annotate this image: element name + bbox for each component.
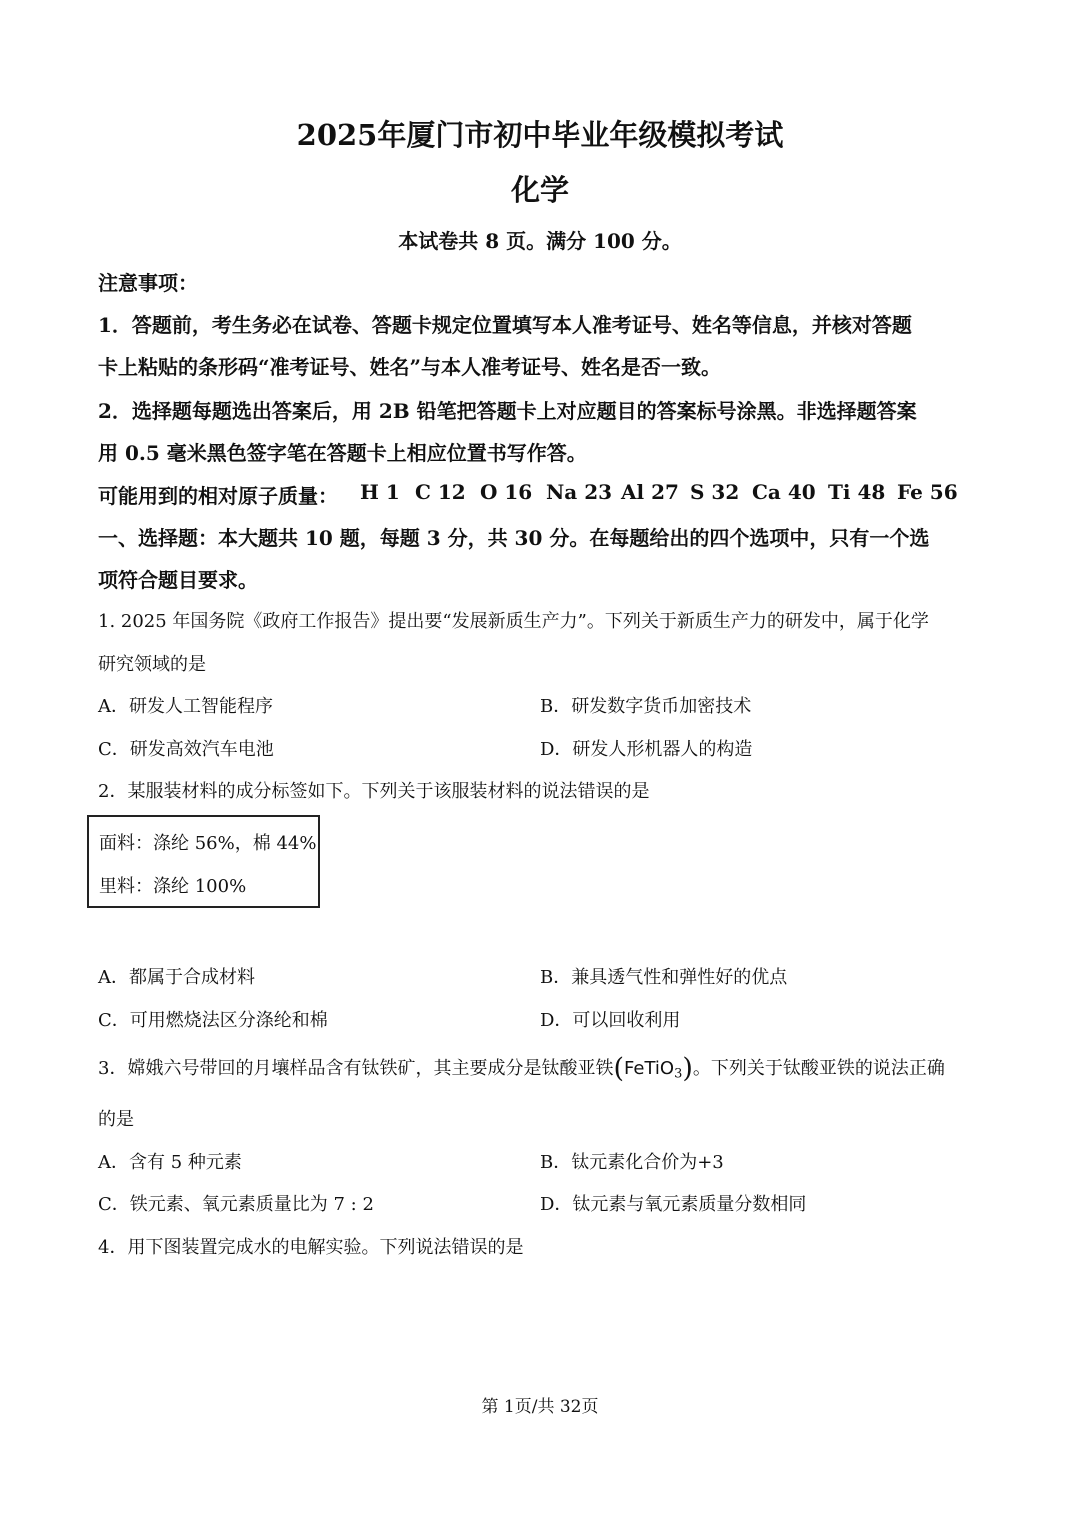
notice-item-2-line-2: 用 0.5 毫米黑色签字笔在答题卡上相应位置书写作答。 [98, 441, 587, 465]
q4-stem: 4．用下图装置完成水的电解实验。下列说法错误的是 [98, 1237, 524, 1258]
q3-stem-after: 。下列关于钛酸亚铁的说法正确 [692, 1057, 945, 1079]
atomic-mass-al: Al 27 [621, 480, 679, 504]
q1-option-d: D．研发人形机器人的构造 [540, 739, 753, 760]
atomic-mass-ca: Ca 40 [752, 480, 816, 504]
fabric-composition: 面料：涤纶 56%，棉 44% [99, 833, 317, 854]
section-1-heading-line-2: 项符合题目要求。 [98, 568, 258, 592]
exam-info: 本试卷共 8 页。满分 100 分。 [398, 229, 682, 253]
exam-title: 2025年厦门市初中毕业年级模拟考试 [296, 118, 784, 152]
q3-option-c: C．铁元素、氧元素质量比为 7 : 2 [98, 1194, 374, 1215]
atomic-mass-ti: Ti 48 [828, 480, 886, 504]
q1-stem-line-1: 1. 2025 年国务院《政府工作报告》提出要“发展新质生产力”。下列关于新质生产力的研发中，属于化学 [98, 611, 929, 632]
q3-stem-line-2: 的是 [98, 1109, 134, 1130]
q2-option-b: B．兼具透气性和弹性好的优点 [540, 967, 788, 988]
page-number: 第 1页/共 32页 [481, 1397, 599, 1417]
q3-stem-line-1 [98, 1053, 945, 1084]
lining-composition: 里料：涤纶 100% [99, 876, 247, 897]
formula-open-paren: ( [613, 1053, 624, 1084]
q1-stem-line-2: 研究领域的是 [98, 654, 206, 675]
formula-main: FeTiO [624, 1057, 675, 1079]
atomic-mass-s: S 32 [690, 480, 740, 504]
atomic-mass-fe: Fe 56 [897, 480, 958, 504]
q1-option-c: C．研发高效汽车电池 [98, 739, 274, 760]
atomic-mass-h: H 1 [360, 480, 400, 504]
q2-option-a: A．都属于合成材料 [98, 967, 255, 988]
q2-option-d: D．可以回收利用 [540, 1010, 681, 1031]
formula-subscript: 3 [674, 1066, 683, 1082]
q1-option-b: B．研发数字货币加密技术 [540, 696, 752, 717]
atomic-mass-o: O 16 [480, 480, 533, 504]
q3-option-d: D．钛元素与氧元素质量分数相同 [540, 1194, 807, 1215]
subject-title: 化学 [510, 173, 569, 207]
composition-label-box [87, 815, 320, 908]
section-1-heading-line-1: 一、选择题：本大题共 10 题，每题 3 分，共 30 分。在每题给出的四个选项中，只有一个选 [98, 526, 930, 550]
atomic-mass-c: C 12 [415, 480, 466, 504]
q3-stem-before: 3．嫦娥六号带回的月壤样品含有钛铁矿，其主要成分是钛酸亚铁 [98, 1057, 614, 1079]
q2-stem: 2．某服装材料的成分标签如下。下列关于该服装材料的说法错误的是 [98, 781, 650, 802]
q3-option-a: A．含有 5 种元素 [98, 1152, 242, 1173]
atomic-masses-label: 可能用到的相对原子质量： [98, 484, 338, 508]
q3-option-b: B．钛元素化合价为+3 [540, 1152, 724, 1173]
notice-item-1-line-2: 卡上粘贴的条形码“准考证号、姓名”与本人准考证号、姓名是否一致。 [98, 355, 722, 379]
notice-heading: 注意事项： [98, 271, 198, 295]
formula-close-paren: ) [682, 1053, 693, 1084]
notice-item-1-line-1: 1．答题前，考生务必在试卷、答题卡规定位置填写本人准考证号、姓名等信息，并核对答题 [98, 313, 912, 337]
q1-option-a: A．研发人工智能程序 [98, 696, 273, 717]
q2-option-c: C．可用燃烧法区分涤纶和棉 [98, 1010, 328, 1031]
notice-item-2-line-1: 2．选择题每题选出答案后，用 2B 铅笔把答题卡上对应题目的答案标号涂黑。非选择题答案 [98, 399, 917, 423]
atomic-mass-na: Na 23 [546, 480, 613, 504]
